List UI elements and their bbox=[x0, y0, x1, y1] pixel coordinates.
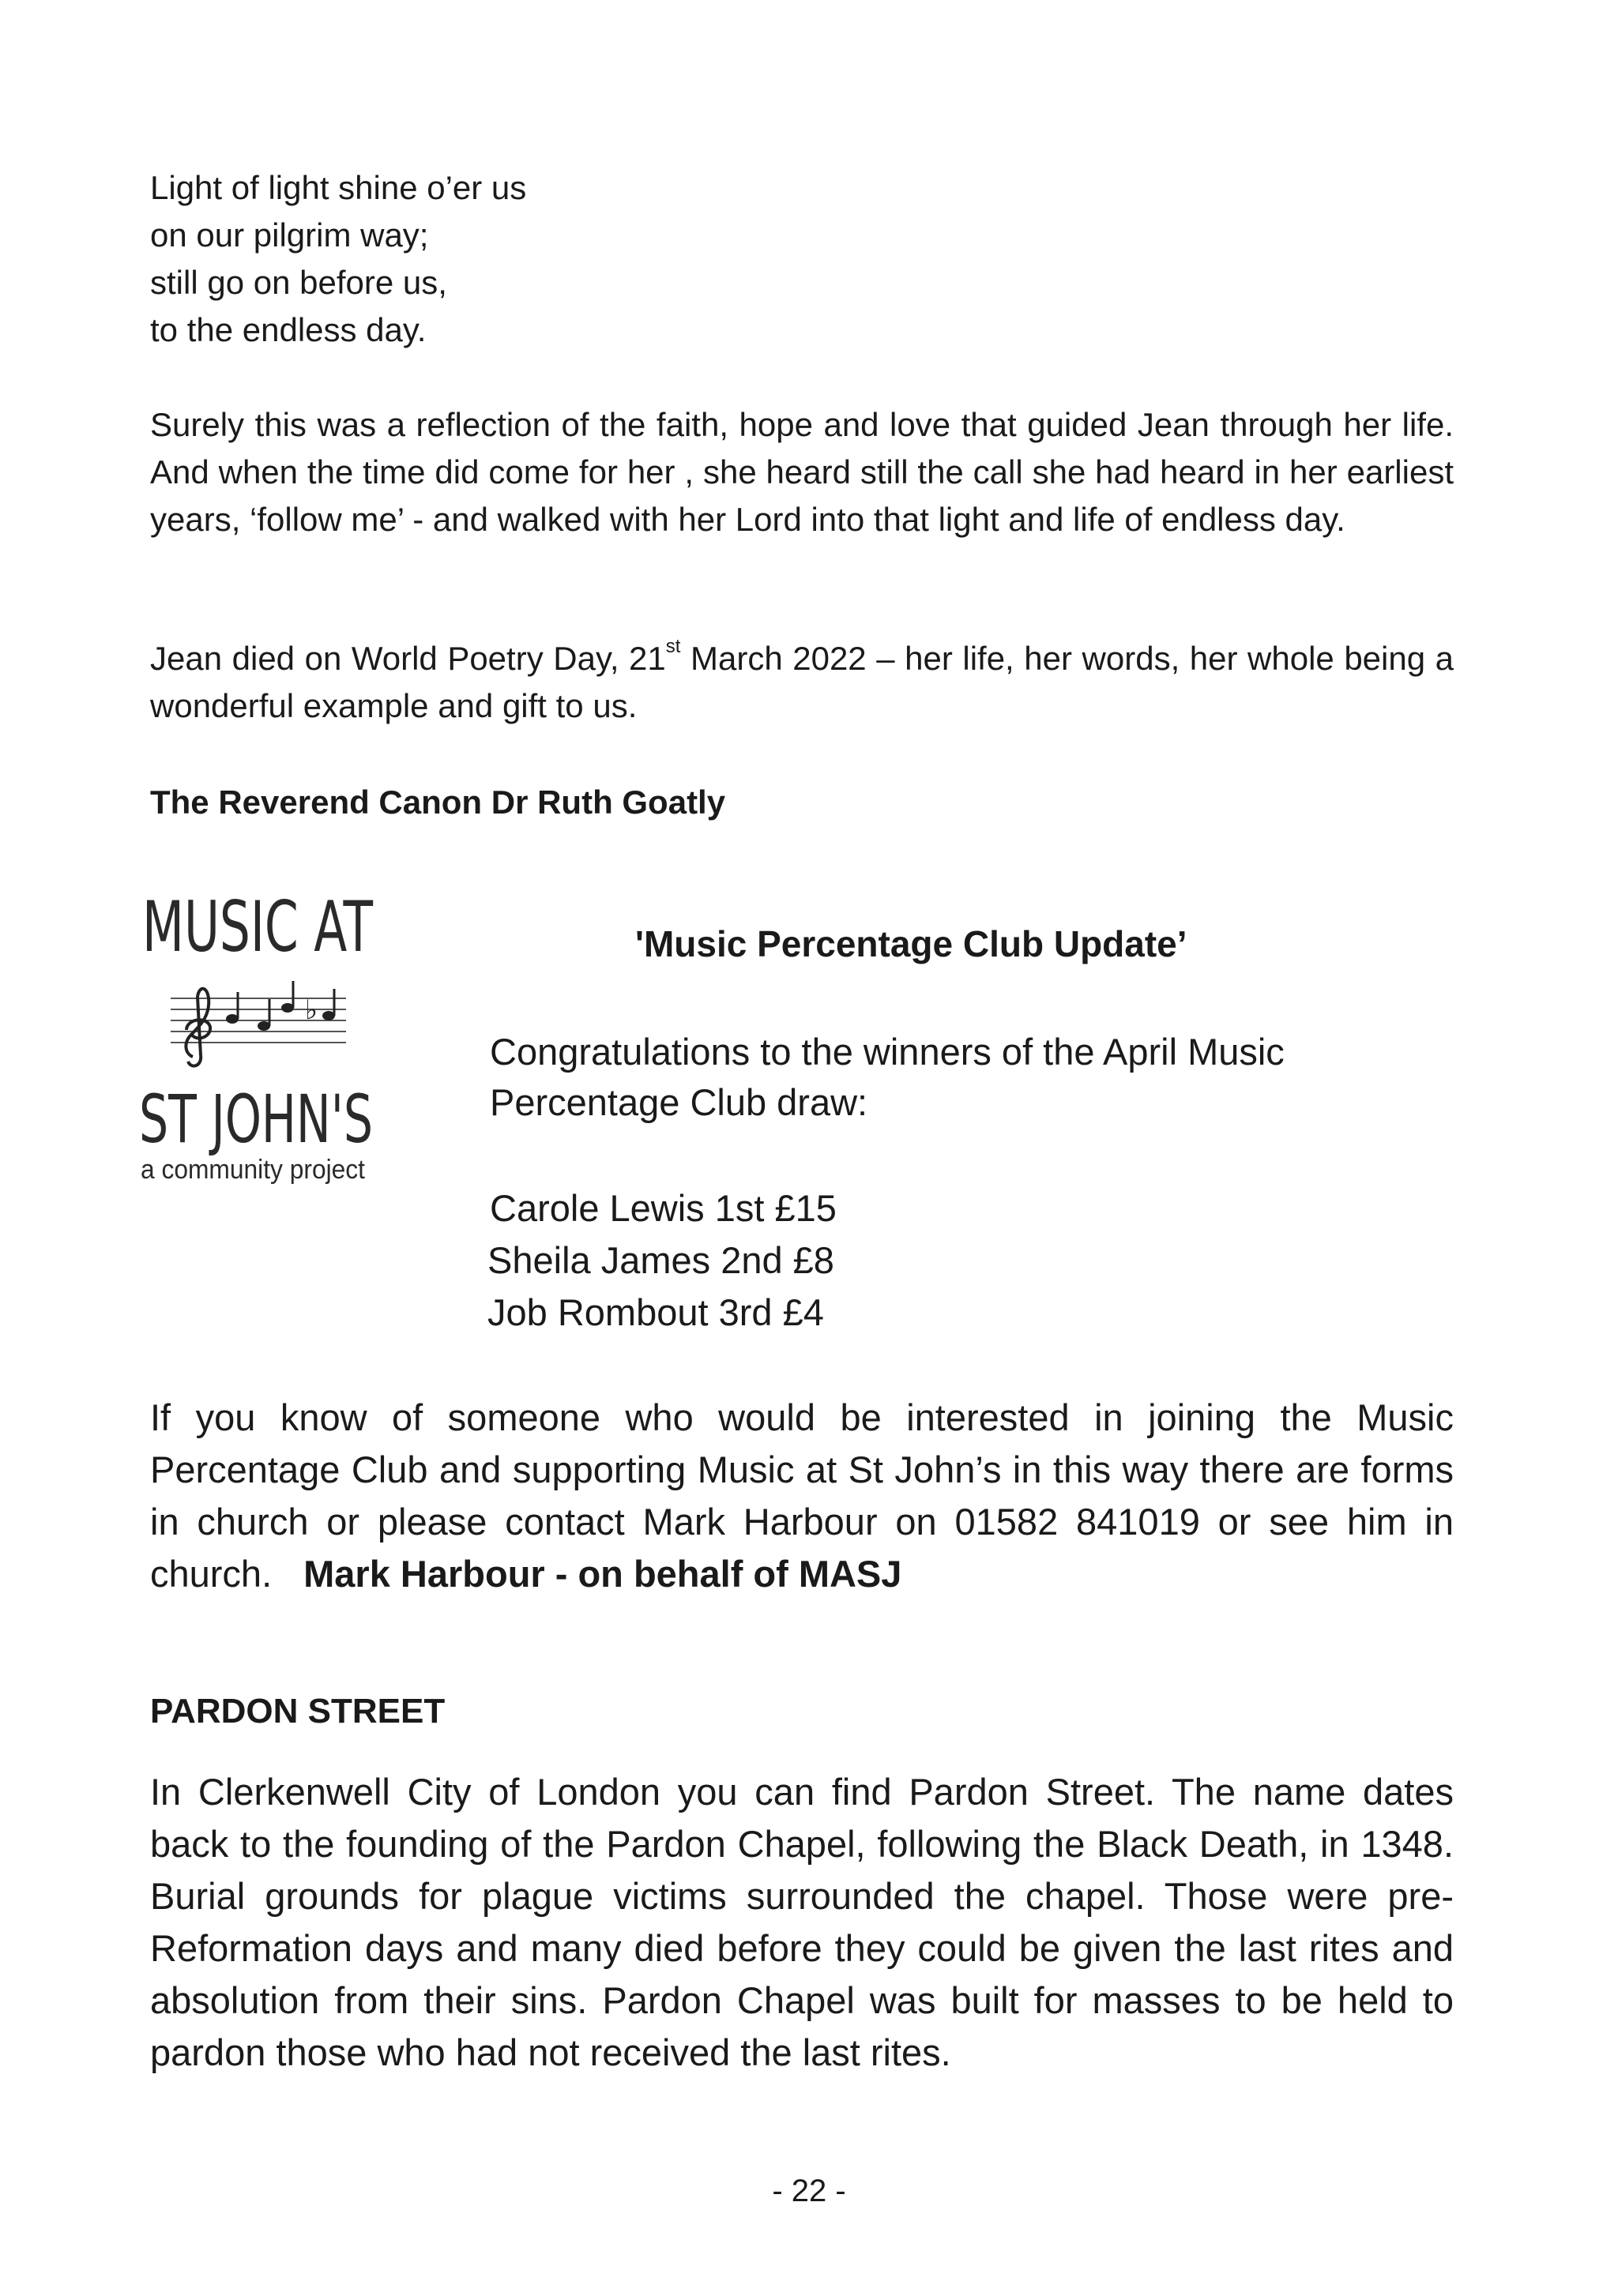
hymn-line: still go on before us, bbox=[150, 264, 447, 301]
club-update-title: 'Music Percentage Club Update’ bbox=[635, 923, 1187, 964]
hymn-line: to the endless day. bbox=[150, 311, 427, 348]
pardon-street-heading: PARDON STREET bbox=[150, 1692, 446, 1730]
tribute-date-text: Jean died on World Poetry Day, 21 bbox=[150, 640, 666, 677]
hymn-verse bbox=[150, 164, 526, 354]
hymn-line: Light of light shine o’er us bbox=[150, 169, 527, 206]
tribute-closing-text: March 2022 – her life, her words, her whole being a wonderful example and gift to us. bbox=[150, 640, 1454, 724]
logo-line1: MUSIC AT bbox=[142, 886, 374, 968]
ordinal-suffix: st bbox=[665, 636, 681, 657]
logo-tagline: a community project bbox=[141, 1155, 366, 1185]
club-intro: Congratulations to the winners of the April Music Percentage Club draw: bbox=[490, 1031, 1285, 1123]
winner-first: Carole Lewis 1st £15 bbox=[490, 1187, 837, 1229]
hymn-line: on our pilgrim way; bbox=[150, 216, 429, 254]
winner-second: Sheila James 2nd £8 bbox=[487, 1239, 834, 1281]
tribute-signature: The Reverend Canon Dr Ruth Goatly bbox=[150, 783, 726, 821]
logo-line2: ST JOHN'S bbox=[139, 1080, 373, 1158]
club-signature: Mark Harbour - on behalf of MASJ bbox=[303, 1553, 902, 1595]
club-join-paragraph bbox=[150, 1392, 1454, 1600]
svg-text:♭: ♭ bbox=[305, 994, 318, 1026]
pardon-street-paragraph: In Clerkenwell City of London you can find Pardon Street. The name dates back to the founding of the Pardon Chapel, following the Black Death, in 1348. Burial grounds for plague victims surrounded the chapel. Those were pre-Reformation days and many died before they could be given the last rites and absolution from their sins. Pardon Chapel was built for masses to be held to pardon those who had not received the last rites. bbox=[150, 1771, 1454, 2073]
page-number: - 22 - bbox=[772, 2174, 846, 2208]
winner-third: Job Rombout 3rd £4 bbox=[487, 1291, 824, 1333]
music-at-st-johns-logo bbox=[139, 888, 376, 1188]
tribute-closing-paragraph bbox=[150, 635, 1454, 730]
tribute-paragraph: Surely this was a reflection of the faith, hope and love that guided Jean through her life. And when the time did come for her , she heard still the call she had heard in her earliest years, ‘follow me’ - and walked with her Lord into that light and life of endless day. bbox=[150, 406, 1454, 538]
club-join-text: If you know of someone who would be interested in joining the Music Percentage Club and supporting Music at St John’s in this way there are forms in church or please contact Mark Harbour on 01582 841019 or see him in church. bbox=[150, 1396, 1454, 1595]
music-notes-icon bbox=[226, 981, 335, 1031]
